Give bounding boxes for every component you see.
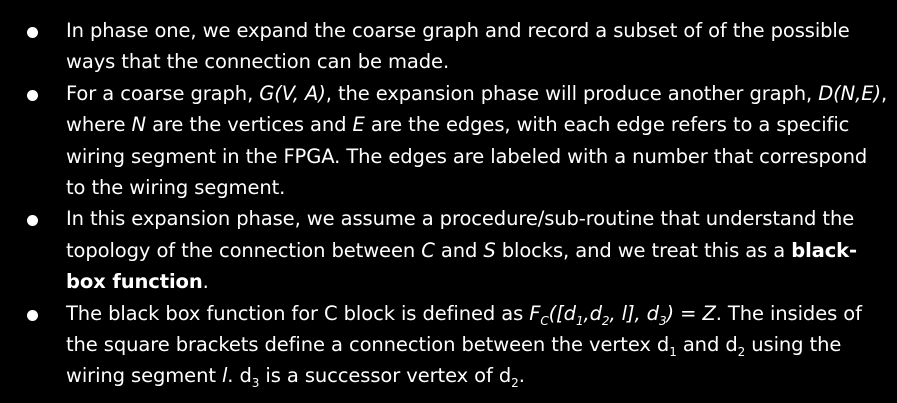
bullet-text-part: using the wiring segment: [66, 333, 842, 388]
formula: $F_C([d_1,d_2$, l], $d_3) = Z$: [529, 301, 716, 328]
bullet-text-part: . d: [227, 364, 252, 388]
bullet-dot-icon: [27, 27, 38, 38]
bullet-item-3: [66, 203, 891, 297]
bullet-text-part: .: [202, 270, 209, 294]
bullet-item-1: [66, 15, 891, 78]
bullet-text: In phase one, we expand the coarse graph and record a subset of of the possible ways that the connection can be made.: [66, 19, 850, 74]
subscript: 2: [511, 376, 519, 391]
bullet-text-part: blocks, and we treat this as a: [495, 238, 792, 262]
bullet-item-4: [66, 298, 891, 392]
bullet-text-part: , the expansion phase will produce another graph,: [325, 81, 819, 105]
bullet-text-part: and: [434, 238, 484, 262]
bullet-text-part: is a successor vertex of d: [259, 364, 512, 388]
bullet-dot-icon: [27, 215, 38, 226]
vertex-symbol: N: [131, 113, 146, 137]
subscript: 2: [737, 345, 746, 360]
s-block-symbol: S: [483, 238, 496, 262]
subscript: 3: [251, 376, 260, 391]
wiring-segment-symbol: l: [221, 364, 228, 388]
bullet-text-part: For a coarse graph,: [66, 81, 260, 105]
bullet-dot-icon: [27, 310, 38, 321]
bullet-text-part: and d: [676, 333, 738, 357]
bullet-text-part: In this expansion phase, we assume a procedure/sub-routine that understand the topology of the connection between: [66, 207, 855, 262]
bullet-text-part: . The insides of the square brackets define a connection between the vertex d: [66, 301, 862, 357]
coarse-graph-notation: G(V, A): [259, 81, 326, 105]
c-block-symbol: C: [421, 238, 435, 262]
bullet-text-part: are the edges, with each edge refers to a specific wiring segment in the FPGA. The edges are labeled with a number that correspond to the wiring segment.: [66, 113, 868, 200]
bullet-text-part: , where: [66, 81, 888, 137]
bullet-dot-icon: [27, 90, 38, 101]
bullet-text-part: are the vertices and: [146, 113, 353, 137]
bullet-text-part: .: [518, 364, 525, 388]
edge-symbol: E: [352, 113, 365, 137]
bullet-list: [66, 15, 891, 392]
bullet-item-2: [66, 78, 891, 204]
bold-term: black-box function: [66, 238, 858, 294]
expanded-graph-notation: D(N,E): [818, 81, 881, 105]
bullet-text-part: The black box function for C block is defined as: [66, 301, 530, 325]
subscript: 1: [669, 345, 677, 360]
